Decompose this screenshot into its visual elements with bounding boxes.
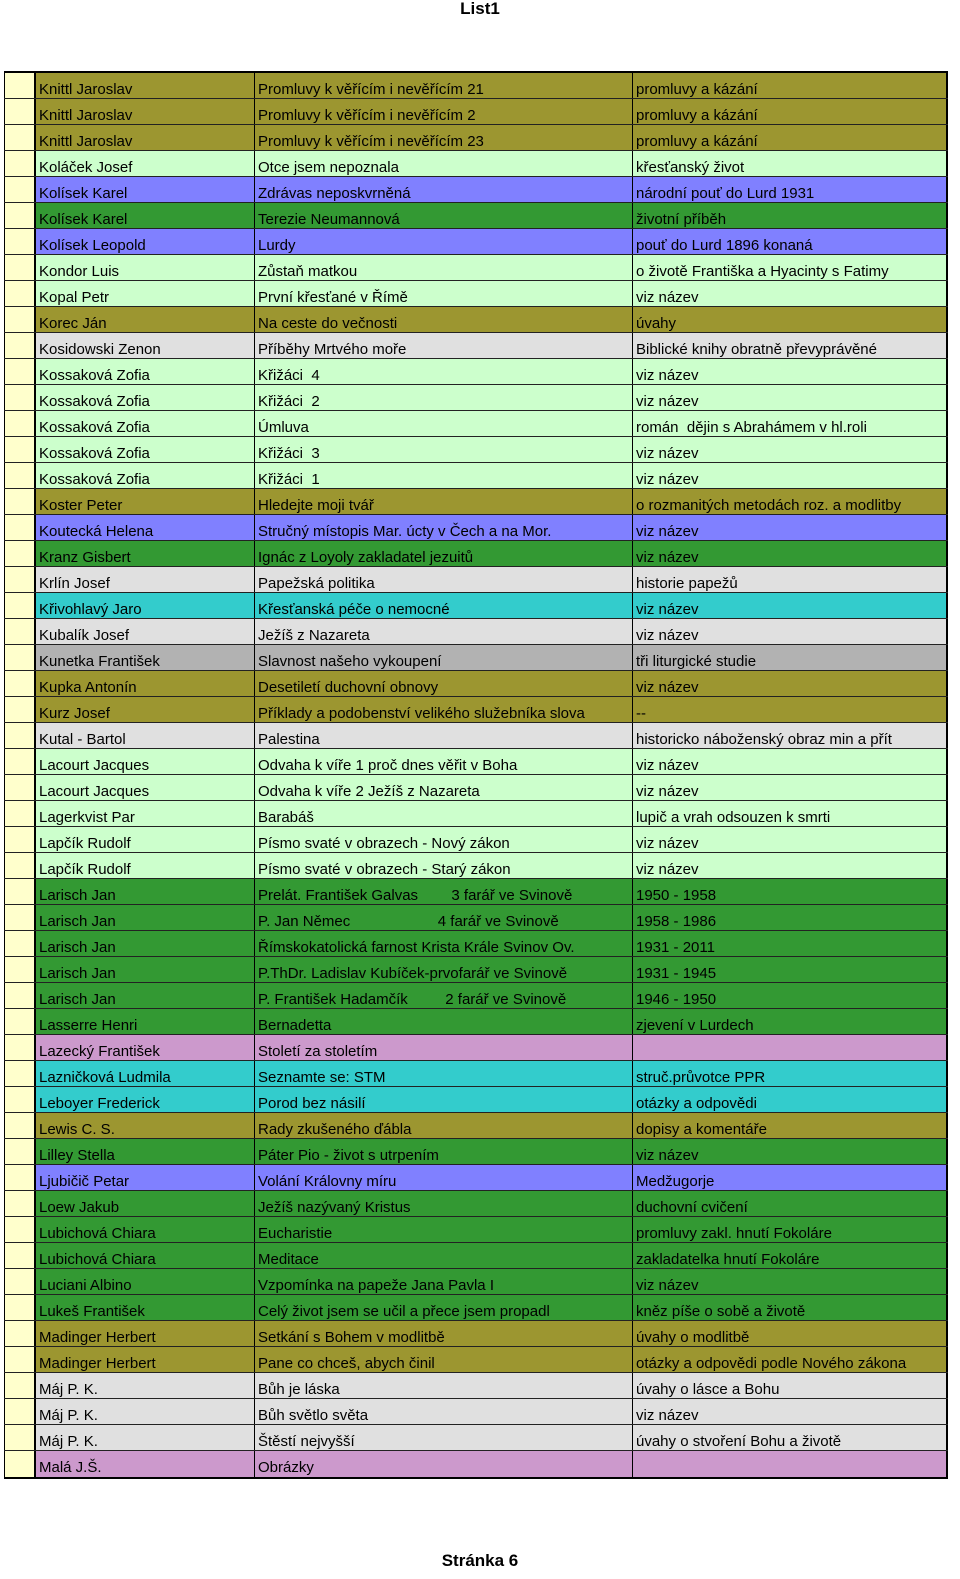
table-row	[4, 411, 948, 437]
note-cell: historie papežů	[633, 567, 948, 592]
note-cell: viz název	[633, 671, 948, 696]
author-cell: Lapčík Rudolf	[36, 853, 255, 878]
title-cell: Křižáci 4	[255, 359, 633, 384]
author-cell: Kossaková Zofia	[36, 359, 255, 384]
table-row	[4, 1087, 948, 1113]
author-cell: Lilley Stella	[36, 1139, 255, 1164]
table-row	[4, 437, 948, 463]
note-cell: kněz píše o sobě a životě	[633, 1295, 948, 1320]
row-marker-cell	[4, 255, 36, 280]
title-cell: Hledejte moji tvář	[255, 489, 633, 514]
note-cell: viz název	[633, 1269, 948, 1294]
table-row	[4, 619, 948, 645]
note-cell: zakladatelka hnutí Fokoláre	[633, 1243, 948, 1268]
row-marker-cell	[4, 541, 36, 566]
title-cell: Rady zkušeného ďábla	[255, 1113, 633, 1138]
row-marker-cell	[4, 151, 36, 176]
table-row	[4, 203, 948, 229]
title-cell: Štěstí nejvyšší	[255, 1425, 633, 1450]
note-cell: národní pouť do Lurd 1931	[633, 177, 948, 202]
title-cell: Stručný místopis Mar. úcty v Čech a na Mor.	[255, 515, 633, 540]
row-marker-cell	[4, 879, 36, 904]
row-marker-cell	[4, 203, 36, 228]
row-marker-cell	[4, 853, 36, 878]
title-cell: Desetiletí duchovní obnovy	[255, 671, 633, 696]
table-row	[4, 281, 948, 307]
note-cell: --	[633, 697, 948, 722]
note-cell: o rozmanitých metodách roz. a modlitby	[633, 489, 948, 514]
title-cell: Křižáci 2	[255, 385, 633, 410]
table-row	[4, 307, 948, 333]
table-row	[4, 645, 948, 671]
table-row	[4, 1035, 948, 1061]
note-cell: 1958 - 1986	[633, 905, 948, 930]
table-row	[4, 1269, 948, 1295]
author-cell: Larisch Jan	[36, 879, 255, 904]
row-marker-cell	[4, 905, 36, 930]
author-cell: Lasserre Henri	[36, 1009, 255, 1034]
author-cell: Kondor Luis	[36, 255, 255, 280]
table-row	[4, 1295, 948, 1321]
title-cell: Vzpomínka na papeže Jana Pavla I	[255, 1269, 633, 1294]
author-cell: Lubichová Chiara	[36, 1217, 255, 1242]
table-row	[4, 1399, 948, 1425]
title-cell: Papežská politika	[255, 567, 633, 592]
table-row	[4, 879, 948, 905]
table-row	[4, 255, 948, 281]
row-marker-cell	[4, 437, 36, 462]
author-cell: Kossaková Zofia	[36, 437, 255, 462]
row-marker-cell	[4, 333, 36, 358]
note-cell: úvahy o lásce a Bohu	[633, 1373, 948, 1398]
title-cell: Prelát. František Galvas 3 farář ve Svinově	[255, 879, 633, 904]
table-row	[4, 333, 948, 359]
title-cell: P. Jan Němec 4 farář ve Svinově	[255, 905, 633, 930]
row-marker-cell	[4, 177, 36, 202]
table-row	[4, 983, 948, 1009]
author-cell: Kurz Josef	[36, 697, 255, 722]
row-marker-cell	[4, 827, 36, 852]
table-row	[4, 1139, 948, 1165]
row-marker-cell	[4, 125, 36, 150]
note-cell: úvahy o modlitbě	[633, 1321, 948, 1346]
author-cell: Koutecká Helena	[36, 515, 255, 540]
note-cell: viz název	[633, 749, 948, 774]
author-cell: Lapčík Rudolf	[36, 827, 255, 852]
author-cell: Kutal - Bartol	[36, 723, 255, 748]
author-cell: Kupka Antonín	[36, 671, 255, 696]
author-cell: Malá J.Š.	[36, 1451, 255, 1477]
row-marker-cell	[4, 931, 36, 956]
author-cell: Knittl Jaroslav	[36, 99, 255, 124]
table-row	[4, 229, 948, 255]
author-cell: Leboyer Frederick	[36, 1087, 255, 1112]
book-table	[4, 71, 948, 1479]
title-cell: Celý život jsem se učil a přece jsem propadl	[255, 1295, 633, 1320]
author-cell: Kopal Petr	[36, 281, 255, 306]
note-cell: viz název	[633, 515, 948, 540]
author-cell: Koláček Josef	[36, 151, 255, 176]
table-row	[4, 1243, 948, 1269]
note-cell: 1950 - 1958	[633, 879, 948, 904]
title-cell: Barabáš	[255, 801, 633, 826]
title-cell: Století za stoletím	[255, 1035, 633, 1060]
table-row	[4, 1009, 948, 1035]
note-cell: zjevení v Lurdech	[633, 1009, 948, 1034]
author-cell: Kossaková Zofia	[36, 411, 255, 436]
table-row	[4, 1347, 948, 1373]
title-cell: Křižáci 1	[255, 463, 633, 488]
note-cell: historicko náboženský obraz min a přít	[633, 723, 948, 748]
author-cell: Kolísek Leopold	[36, 229, 255, 254]
note-cell: tři liturgické studie	[633, 645, 948, 670]
row-marker-cell	[4, 749, 36, 774]
author-cell: Kranz Gisbert	[36, 541, 255, 566]
title-cell: Na ceste do večnosti	[255, 307, 633, 332]
author-cell: Lazničková Ludmila	[36, 1061, 255, 1086]
row-marker-cell	[4, 1321, 36, 1346]
author-cell: Lubichová Chiara	[36, 1243, 255, 1268]
row-marker-cell	[4, 645, 36, 670]
row-marker-cell	[4, 359, 36, 384]
note-cell: 1946 - 1950	[633, 983, 948, 1008]
title-cell: Obrázky	[255, 1451, 633, 1477]
table-row	[4, 749, 948, 775]
author-cell: Krlín Josef	[36, 567, 255, 592]
table-row	[4, 1217, 948, 1243]
row-marker-cell	[4, 307, 36, 332]
table-row	[4, 1113, 948, 1139]
author-cell: Knittl Jaroslav	[36, 125, 255, 150]
title-cell: Odvaha k víře 2 Ježíš z Nazareta	[255, 775, 633, 800]
title-cell: Pane co chceš, abych činil	[255, 1347, 633, 1372]
title-cell: Promluvy k věřícím i nevěřícím 23	[255, 125, 633, 150]
author-cell: Larisch Jan	[36, 957, 255, 982]
row-marker-cell	[4, 1451, 36, 1477]
title-cell: Promluvy k věřícím i nevěřícím 2	[255, 99, 633, 124]
note-cell: Medžugorje	[633, 1165, 948, 1190]
note-cell: duchovní cvičení	[633, 1191, 948, 1216]
author-cell: Ljubičič Petar	[36, 1165, 255, 1190]
title-cell: Slavnost našeho vykoupení	[255, 645, 633, 670]
table-row	[4, 671, 948, 697]
title-cell: Křesťanská péče o nemocné	[255, 593, 633, 618]
title-cell: P. František Hadamčík 2 farář ve Svinově	[255, 983, 633, 1008]
title-cell: Odvaha k víře 1 proč dnes věřit v Boha	[255, 749, 633, 774]
row-marker-cell	[4, 489, 36, 514]
table-row	[4, 125, 948, 151]
title-cell: Seznamte se: STM	[255, 1061, 633, 1086]
note-cell	[633, 1451, 948, 1477]
note-cell: promluvy a kázání	[633, 99, 948, 124]
note-cell: viz název	[633, 1139, 948, 1164]
author-cell: Kossaková Zofia	[36, 463, 255, 488]
row-marker-cell	[4, 1035, 36, 1060]
title-cell: Bůh světlo světa	[255, 1399, 633, 1424]
note-cell: román dějin s Abrahámem v hl.roli	[633, 411, 948, 436]
title-cell: Páter Pio - život s utrpením	[255, 1139, 633, 1164]
table-row	[4, 99, 948, 125]
row-marker-cell	[4, 515, 36, 540]
title-cell: Meditace	[255, 1243, 633, 1268]
author-cell: Kossaková Zofia	[36, 385, 255, 410]
note-cell: viz název	[633, 385, 948, 410]
row-marker-cell	[4, 593, 36, 618]
title-cell: Lurdy	[255, 229, 633, 254]
author-cell: Koster Peter	[36, 489, 255, 514]
author-cell: Křivohlavý Jaro	[36, 593, 255, 618]
table-row	[4, 359, 948, 385]
row-marker-cell	[4, 1373, 36, 1398]
table-row	[4, 1321, 948, 1347]
author-cell: Kubalík Josef	[36, 619, 255, 644]
author-cell: Kolísek Karel	[36, 177, 255, 202]
note-cell: křesťanský život	[633, 151, 948, 176]
author-cell: Lukeš František	[36, 1295, 255, 1320]
title-cell: Palestina	[255, 723, 633, 748]
author-cell: Madinger Herbert	[36, 1347, 255, 1372]
row-marker-cell	[4, 281, 36, 306]
title-cell: Eucharistie	[255, 1217, 633, 1242]
note-cell: promluvy zakl. hnutí Fokoláre	[633, 1217, 948, 1242]
author-cell: Madinger Herbert	[36, 1321, 255, 1346]
table-row	[4, 385, 948, 411]
title-cell: Bernadetta	[255, 1009, 633, 1034]
note-cell: viz název	[633, 437, 948, 462]
note-cell: viz název	[633, 281, 948, 306]
title-cell: Úmluva	[255, 411, 633, 436]
row-marker-cell	[4, 801, 36, 826]
title-cell: Písmo svaté v obrazech - Starý zákon	[255, 853, 633, 878]
table-row	[4, 853, 948, 879]
sheet-title: List1	[460, 0, 500, 18]
table-row	[4, 1061, 948, 1087]
table-row	[4, 827, 948, 853]
note-cell: úvahy	[633, 307, 948, 332]
note-cell	[633, 1035, 948, 1060]
author-cell: Kolísek Karel	[36, 203, 255, 228]
row-marker-cell	[4, 1399, 36, 1424]
note-cell: struč.průvotce PPR	[633, 1061, 948, 1086]
author-cell: Lewis C. S.	[36, 1113, 255, 1138]
author-cell: Kunetka František	[36, 645, 255, 670]
row-marker-cell	[4, 73, 36, 98]
row-marker-cell	[4, 957, 36, 982]
author-cell: Máj P. K.	[36, 1373, 255, 1398]
note-cell: viz název	[633, 775, 948, 800]
table-row	[4, 1165, 948, 1191]
row-marker-cell	[4, 99, 36, 124]
author-cell: Lazecký František	[36, 1035, 255, 1060]
title-cell: Zůstaň matkou	[255, 255, 633, 280]
table-row	[4, 775, 948, 801]
table-row	[4, 1425, 948, 1451]
row-marker-cell	[4, 1269, 36, 1294]
title-cell: Volání Královny míru	[255, 1165, 633, 1190]
title-cell: Ježíš z Nazareta	[255, 619, 633, 644]
title-cell: Zdrávas neposkvrněná	[255, 177, 633, 202]
title-cell: Setkání s Bohem v modlitbě	[255, 1321, 633, 1346]
table-row	[4, 567, 948, 593]
row-marker-cell	[4, 1295, 36, 1320]
note-cell: pouť do Lurd 1896 konaná	[633, 229, 948, 254]
table-row	[4, 1373, 948, 1399]
table-row	[4, 593, 948, 619]
title-cell: Promluvy k věřícím i nevěřícím 21	[255, 73, 633, 98]
note-cell: viz název	[633, 463, 948, 488]
table-row	[4, 515, 948, 541]
note-cell: viz název	[633, 593, 948, 618]
title-cell: Příběhy Mrtvého moře	[255, 333, 633, 358]
note-cell: lupič a vrah odsouzen k smrti	[633, 801, 948, 826]
title-cell: Písmo svaté v obrazech - Nový zákon	[255, 827, 633, 852]
title-cell: Římskokatolická farnost Krista Krále Svinov Ov.	[255, 931, 633, 956]
title-cell: Otce jsem nepoznala	[255, 151, 633, 176]
author-cell: Knittl Jaroslav	[36, 73, 255, 98]
note-cell: viz název	[633, 1399, 948, 1424]
table-row	[4, 1451, 948, 1477]
author-cell: Loew Jakub	[36, 1191, 255, 1216]
title-cell: Porod bez násilí	[255, 1087, 633, 1112]
note-cell: životní příběh	[633, 203, 948, 228]
title-cell: První křesťané v Římě	[255, 281, 633, 306]
table-row	[4, 957, 948, 983]
author-cell: Larisch Jan	[36, 931, 255, 956]
note-cell: promluvy a kázání	[633, 125, 948, 150]
row-marker-cell	[4, 1347, 36, 1372]
row-marker-cell	[4, 1425, 36, 1450]
row-marker-cell	[4, 1087, 36, 1112]
row-marker-cell	[4, 697, 36, 722]
row-marker-cell	[4, 983, 36, 1008]
note-cell: 1931 - 2011	[633, 931, 948, 956]
row-marker-cell	[4, 1191, 36, 1216]
row-marker-cell	[4, 1243, 36, 1268]
author-cell: Máj P. K.	[36, 1425, 255, 1450]
note-cell: viz název	[633, 541, 948, 566]
note-cell: promluvy a kázání	[633, 73, 948, 98]
author-cell: Kosidowski Zenon	[36, 333, 255, 358]
page-footer: Stránka 6	[441, 1551, 519, 1570]
note-cell: otázky a odpovědi	[633, 1087, 948, 1112]
row-marker-cell	[4, 1009, 36, 1034]
title-cell: Ignác z Loyoly zakladatel jezuitů	[255, 541, 633, 566]
table-row	[4, 541, 948, 567]
row-marker-cell	[4, 723, 36, 748]
row-marker-cell	[4, 1061, 36, 1086]
row-marker-cell	[4, 463, 36, 488]
table-row	[4, 489, 948, 515]
note-cell: o životě Františka a Hyacinty s Fatimy	[633, 255, 948, 280]
table-row	[4, 905, 948, 931]
row-marker-cell	[4, 411, 36, 436]
author-cell: Lacourt Jacques	[36, 749, 255, 774]
table-row	[4, 931, 948, 957]
row-marker-cell	[4, 567, 36, 592]
author-cell: Lagerkvist Par	[36, 801, 255, 826]
row-marker-cell	[4, 1217, 36, 1242]
title-cell: Křižáci 3	[255, 437, 633, 462]
author-cell: Larisch Jan	[36, 905, 255, 930]
table-row	[4, 801, 948, 827]
author-cell: Korec Ján	[36, 307, 255, 332]
table-row	[4, 723, 948, 749]
row-marker-cell	[4, 1113, 36, 1138]
title-cell: Ježíš nazývaný Kristus	[255, 1191, 633, 1216]
title-cell: Bůh je láska	[255, 1373, 633, 1398]
table-row	[4, 73, 948, 99]
note-cell: otázky a odpovědi podle Nového zákona	[633, 1347, 948, 1372]
note-cell: viz název	[633, 359, 948, 384]
author-cell: Lacourt Jacques	[36, 775, 255, 800]
note-cell: 1931 - 1945	[633, 957, 948, 982]
table-row	[4, 177, 948, 203]
title-cell: Terezie Neumannová	[255, 203, 633, 228]
note-cell: viz název	[633, 619, 948, 644]
table-row	[4, 697, 948, 723]
title-cell: P.ThDr. Ladislav Kubíček-prvofarář ve Svinově	[255, 957, 633, 982]
table-row	[4, 151, 948, 177]
note-cell: viz název	[633, 853, 948, 878]
note-cell: Biblické knihy obratně převyprávěné	[633, 333, 948, 358]
author-cell: Larisch Jan	[36, 983, 255, 1008]
table-row	[4, 1191, 948, 1217]
row-marker-cell	[4, 619, 36, 644]
row-marker-cell	[4, 229, 36, 254]
row-marker-cell	[4, 671, 36, 696]
note-cell: viz název	[633, 827, 948, 852]
author-cell: Máj P. K.	[36, 1399, 255, 1424]
author-cell: Luciani Albino	[36, 1269, 255, 1294]
row-marker-cell	[4, 1165, 36, 1190]
note-cell: úvahy o stvoření Bohu a životě	[633, 1425, 948, 1450]
row-marker-cell	[4, 1139, 36, 1164]
row-marker-cell	[4, 385, 36, 410]
table-row	[4, 463, 948, 489]
row-marker-cell	[4, 775, 36, 800]
title-cell: Příklady a podobenství velikého služebníka slova	[255, 697, 633, 722]
note-cell: dopisy a komentáře	[633, 1113, 948, 1138]
